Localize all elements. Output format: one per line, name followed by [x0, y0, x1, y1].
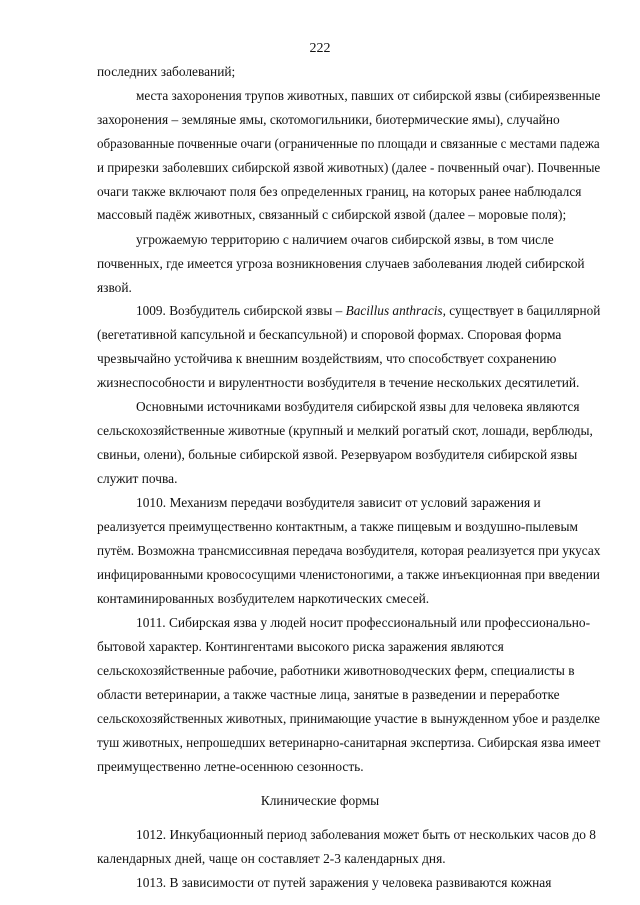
text-line: угрожаемую территорию с наличием очагов сибирской язвы, в том числе: [136, 232, 554, 247]
text-line: календарных дней, чаще он составляет 2-3 календарных дня.: [97, 851, 446, 866]
text-line: контаминированных возбудителем наркотических смесей.: [97, 591, 430, 606]
text-line: сельскохозяйственные животные (крупный и мелкий рогатый скот, лошади, верблюды,: [97, 423, 593, 438]
text-line: захоронения – земляные ямы, скотомогильники, биотермические ямы), случайно: [97, 112, 560, 127]
text-line: 1013. В зависимости от путей заражения у человека развиваются кожная: [136, 875, 552, 890]
text-line: туш животных, непрошедших ветеринарно-санитарная экспертиза. Сибирская язва имеет: [97, 735, 601, 750]
text-line: Основными источниками возбудителя сибирской язвы для человека являются: [136, 399, 580, 414]
text-segment: 1009. Возбудитель сибирской язвы –: [136, 303, 343, 318]
text-line: области ветеринарии, а также частные лица, занятые в разведении и переработке: [97, 687, 560, 702]
text-line: последних заболеваний;: [97, 64, 236, 79]
text-line: жизнеспособности и вирулентности возбудителя в течение нескольких десятилетий.: [97, 375, 580, 390]
text-line: свиньи, олени), больные сибирской язвой. Резервуаром возбудителя сибирской язвы: [97, 447, 578, 462]
text-line: преимущественно летне-осеннюю сезонность.: [97, 759, 364, 774]
text-line: инфицированными кровососущими членистоногими, а также инъекционная при введении: [97, 567, 600, 582]
text-line: 1011. Сибирская язва у людей носит профессиональный или профессионально-: [136, 615, 591, 630]
text-line: реализуется преимущественно контактным, а также пищевым и воздушно-пылевым: [97, 519, 578, 534]
text-line: почвенных, где имеется угроза возникновения случаев заболевания людей сибирской: [97, 256, 585, 271]
section-heading: Клинические формы: [260, 793, 380, 808]
text-line: очаги также включают поля без определенных границ, на которых ранее наблюдался: [97, 184, 582, 199]
text-line: места захоронения трупов животных, павших от сибирской язвы (сибиреязвенные: [136, 88, 601, 103]
text-line: массовый падёж животных, связанный с сибирской язвой (далее – моровые поля);: [97, 207, 567, 222]
text-line: и прирезки заболевших сибирской язвой животных) (далее - почвенный очаг). Почвенные: [97, 160, 601, 175]
text-line: сельскохозяйственные рабочие, работники животноводческих ферм, специалисты в: [97, 663, 575, 678]
text-line: чрезвычайно устойчива к внешним воздействиям, что способствует сохранению: [97, 351, 557, 366]
species-name: Bacillus anthracis,: [345, 303, 446, 318]
text-line: [136, 303, 600, 319]
page-number: 222: [309, 41, 331, 56]
text-line: (вегетативной капсульной и бескапсульной) и споровой формах. Споровая форма: [97, 327, 562, 342]
text-line: 1010. Механизм передачи возбудителя зависит от условий заражения и: [136, 495, 541, 510]
text-line: сельскохозяйственных животных, принимающие участие в вынужденном убое и разделке: [97, 711, 600, 726]
text-line: служит почва.: [97, 471, 178, 486]
text-segment: существует в бациллярной: [449, 303, 601, 318]
text-line: образованные почвенные очаги (ограниченные по площади и связанные с местами падежа: [97, 136, 600, 151]
text-line: путём. Возможна трансмиссивная передача возбудителя, которая реализуется при укусах: [97, 543, 601, 558]
text-line: 1012. Инкубационный период заболевания может быть от нескольких часов до 8: [136, 827, 596, 842]
text-line: язвой.: [97, 280, 132, 295]
text-line: бытовой характер. Контингентами высокого риска заражения являются: [97, 639, 504, 654]
